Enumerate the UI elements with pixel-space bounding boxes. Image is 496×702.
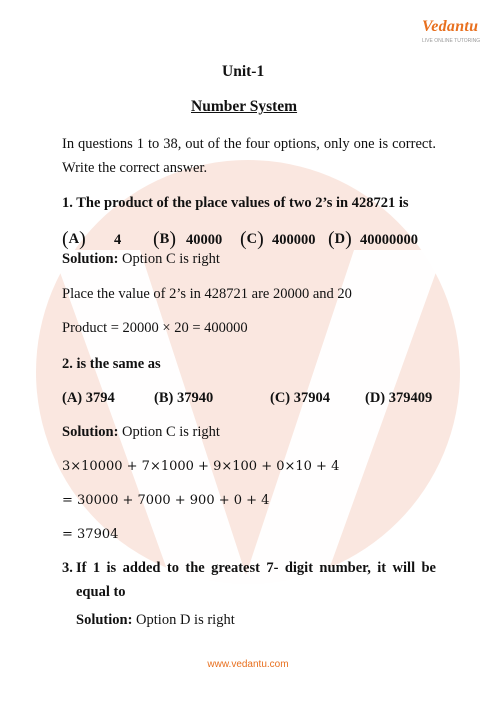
q1-option-b-value: 40000	[186, 232, 223, 248]
q2-math-line-2: = 30000 + 7000 + 900 + 0 + 4	[62, 493, 270, 508]
q1-text: 1. The product of the place values of two 2’s in 428721 is	[62, 195, 409, 211]
q3-solution: Solution: Option D is right	[76, 612, 235, 628]
q2-math-line-3: = 37904	[62, 527, 119, 542]
logo-tagline: LIVE ONLINE TUTORING	[422, 38, 481, 44]
q1-option-a-value: 4	[114, 232, 122, 248]
unit-title: Unit-1	[222, 63, 265, 80]
logo-wordmark: Vedantu	[422, 18, 479, 35]
q2-option-a: (A) 3794	[62, 390, 115, 406]
q1-option-a: (A)	[62, 228, 86, 250]
q1-option-c: (C)	[240, 228, 264, 250]
q2-option-b: (B) 37940	[154, 390, 214, 406]
q2-option-c: (C) 37904	[270, 390, 331, 406]
q2-math-line-1: 3×10000 + 7×1000 + 9×100 + 0×10 + 4	[62, 459, 340, 474]
q1-line-place-values: Place the value of 2’s in 428721 are 20000 and 20	[62, 286, 352, 302]
q1-option-d: (D)	[328, 228, 352, 250]
q1-line-product: Product = 20000 × 20 = 400000	[62, 320, 248, 336]
q2-option-d: (D) 379409	[365, 390, 433, 406]
q1-solution: Solution: Option C is right	[62, 251, 220, 267]
vedantu-logo	[416, 18, 480, 48]
q3-number: 3.	[62, 560, 73, 576]
q1-option-b: (B)	[153, 228, 177, 250]
q1-option-d-value: 40000000	[360, 232, 418, 248]
intro-paragraph: In questions 1 to 38, out of the four options, only one is correct. Write the correct answer.	[62, 136, 436, 176]
footer-link[interactable]: www.vedantu.com	[207, 659, 289, 670]
q2-text: 2. is the same as	[62, 356, 161, 372]
q3-text: If 1 is added to the greatest 7- digit number, it will be equal to	[76, 560, 436, 600]
chapter-title: Number System	[191, 98, 298, 115]
q1-option-c-value: 400000	[272, 232, 316, 248]
q2-solution: Solution: Option C is right	[62, 424, 220, 440]
